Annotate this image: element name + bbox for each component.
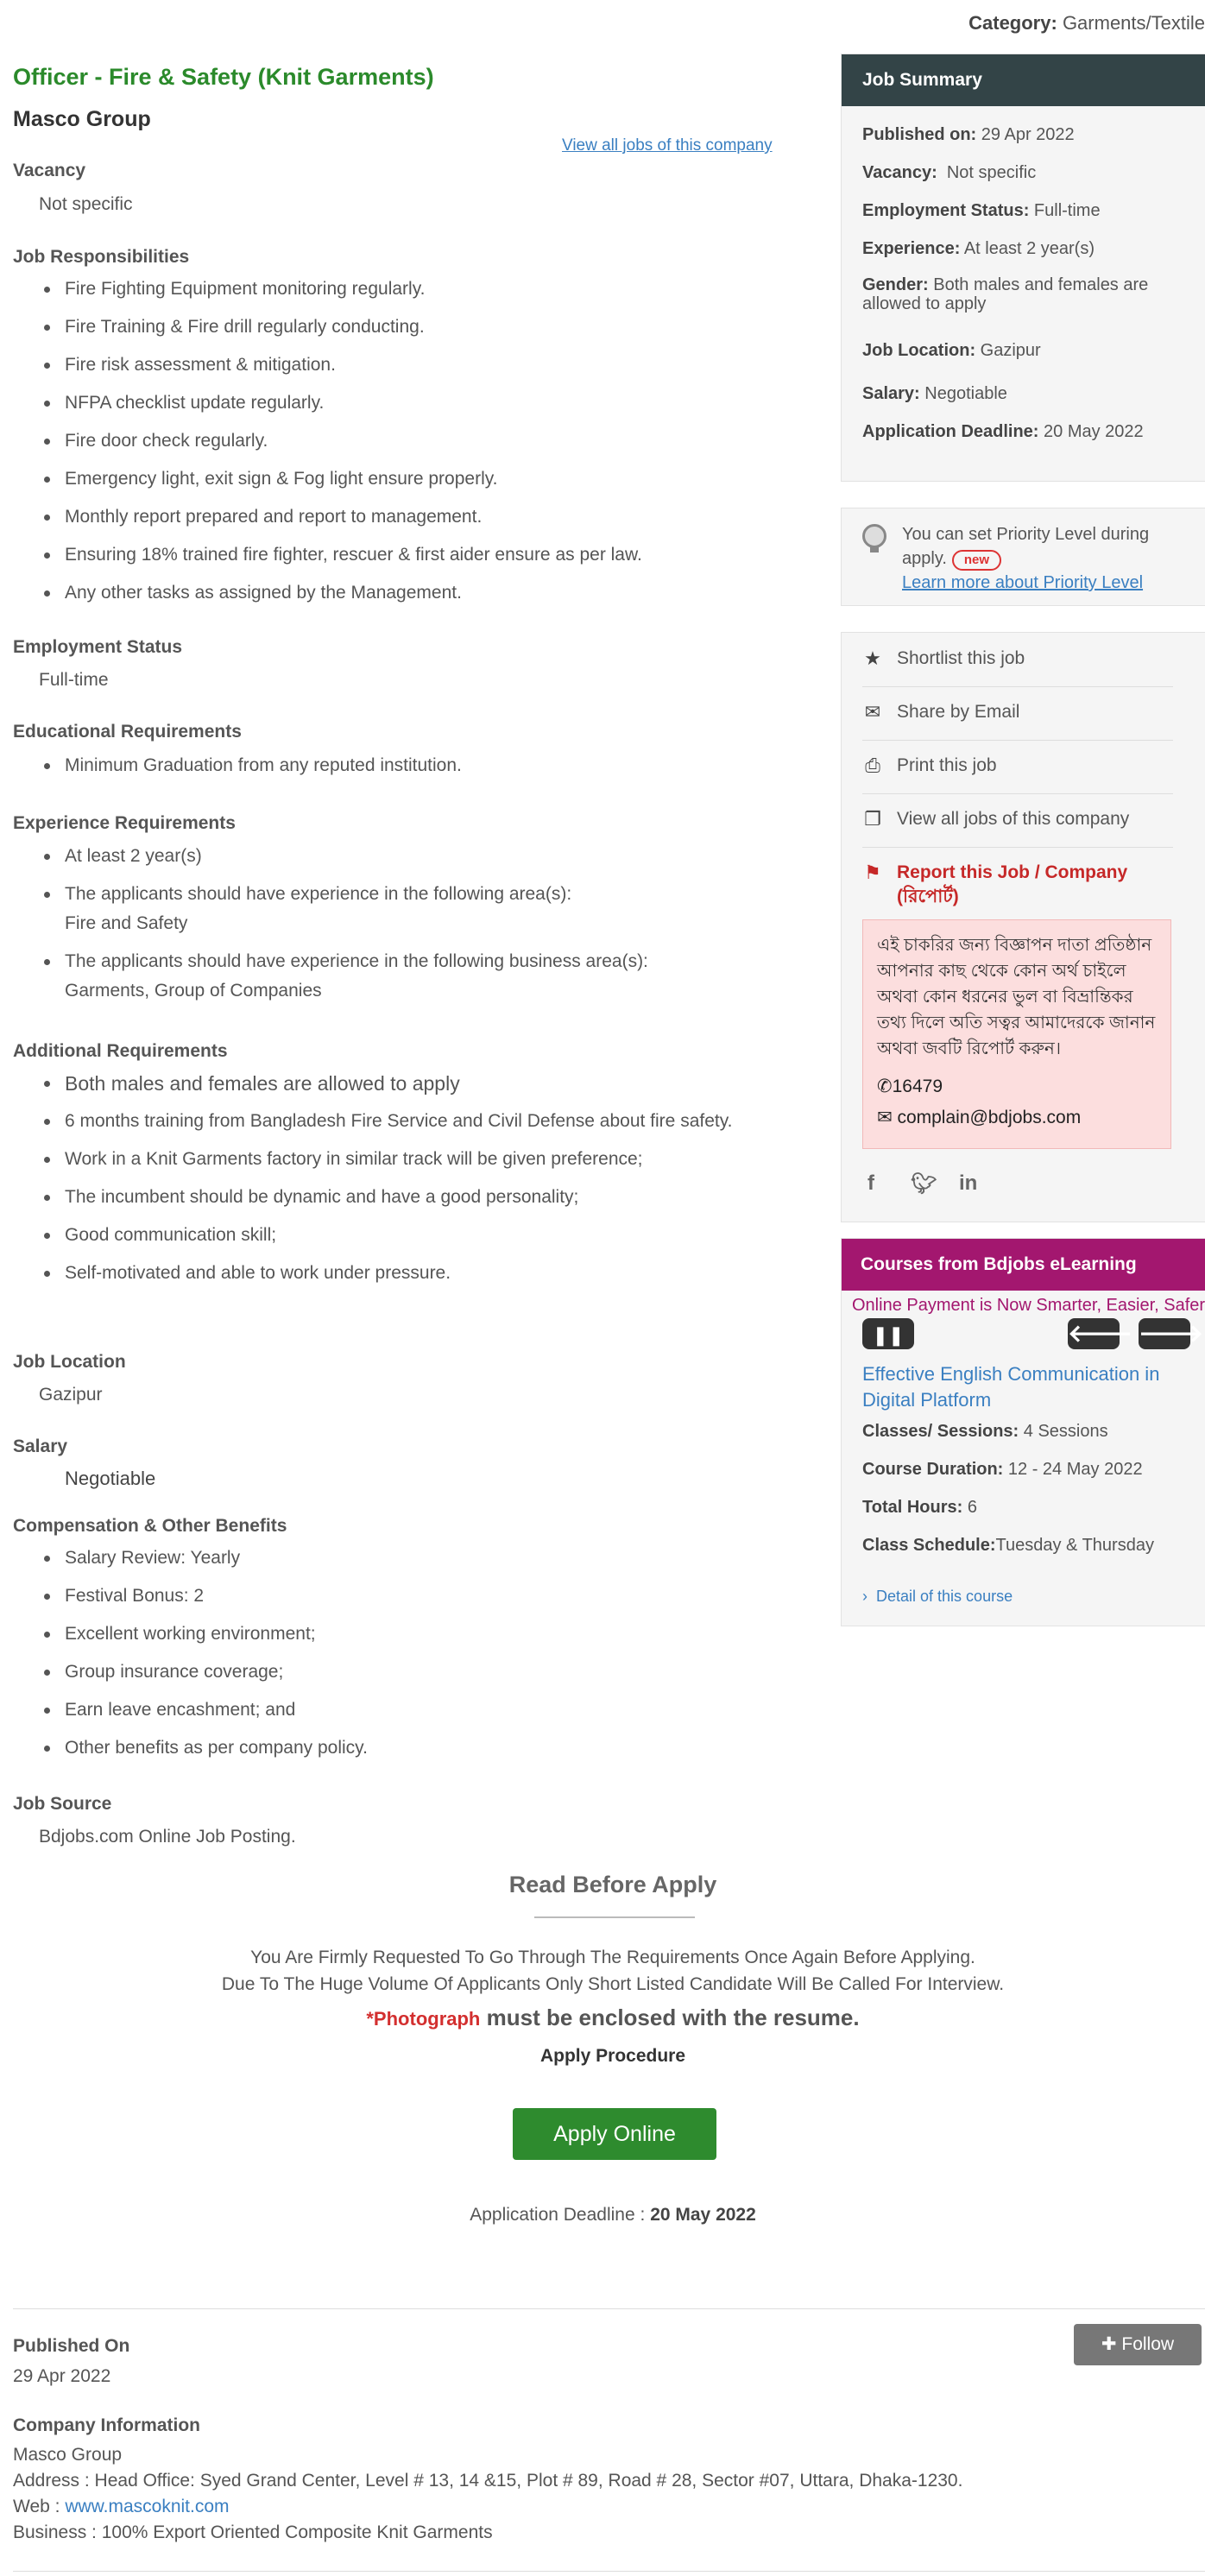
- benefits-heading: Compensation & Other Benefits: [13, 1516, 287, 1536]
- divider: [13, 2571, 1205, 2572]
- list-item: The applicants should have experience in the following area(s): Fire and Safety: [65, 880, 738, 938]
- course-title-link[interactable]: Effective English Communication in Digital Platform: [862, 1363, 1160, 1411]
- summary-experience: Experience: At least 2 year(s): [862, 239, 1095, 258]
- job-actions-panel: [841, 632, 1205, 1222]
- list-item: Any other tasks as assigned by the Management.: [65, 578, 738, 608]
- share-email-button[interactable]: ✉ Share by Email: [862, 688, 1173, 741]
- responsibilities-heading: Job Responsibilities: [13, 247, 190, 267]
- complain-email[interactable]: ✉ complain@bdjobs.com: [877, 1108, 1082, 1127]
- course-schedule: Class Schedule:Tuesday & Thursday: [862, 1536, 1154, 1555]
- course-hours: Total Hours: 6: [862, 1498, 977, 1517]
- twitter-icon[interactable]: 🐦︎: [911, 1172, 937, 1196]
- company-web-link[interactable]: www.mascoknit.com: [65, 2497, 230, 2516]
- list-item: NFPA checklist update regularly.: [65, 388, 738, 418]
- chevron-right-icon: ›: [862, 1588, 867, 1605]
- list-item: Excellent working environment;: [65, 1619, 738, 1649]
- facebook-icon[interactable]: f: [867, 1171, 874, 1195]
- linkedin-icon[interactable]: in: [959, 1171, 978, 1195]
- next-button[interactable]: [1139, 1318, 1204, 1349]
- employment-status-value: Full-time: [39, 670, 109, 690]
- divider: [13, 2308, 1205, 2309]
- list-item: Fire Training & Fire drill regularly conducting.: [65, 313, 738, 342]
- employment-status-heading: Employment Status: [13, 637, 183, 657]
- category-label: Category: Garments/Textile: [968, 12, 1205, 34]
- copy-icon: ❐: [864, 808, 881, 830]
- list-item: Ensuring 18% trained fire fighter, rescuer & first aider ensure as per law.: [65, 540, 738, 570]
- summary-published: Published on: 29 Apr 2022: [862, 125, 1075, 144]
- hotline-phone: ✆16479: [877, 1076, 943, 1096]
- experience-heading: Experience Requirements: [13, 813, 236, 833]
- read-before-apply-heading: Read Before Apply: [508, 1872, 717, 1897]
- company-info-heading: Company Information: [13, 2415, 201, 2435]
- lightbulb-icon: [862, 524, 886, 548]
- benefits-list: [65, 1544, 738, 1771]
- report-job-button[interactable]: ⚑ Report this Job / Company (রিপোর্ট): [862, 849, 1173, 914]
- list-item: Fire risk assessment & mitigation.: [65, 350, 738, 380]
- apply-procedure-heading: Apply Procedure: [539, 2046, 686, 2066]
- location-value: Gazipur: [39, 1385, 103, 1405]
- education-heading: Educational Requirements: [13, 722, 242, 742]
- salary-value: Negotiable: [65, 1468, 156, 1489]
- fraud-warning-box: [862, 919, 1171, 1149]
- previous-button[interactable]: [1068, 1318, 1133, 1349]
- salary-heading: Salary: [13, 1436, 68, 1456]
- divider: [534, 1916, 695, 1918]
- job-summary-heading: Job Summary: [842, 54, 1205, 106]
- shortlist-button[interactable]: ★ Shortlist this job: [862, 635, 1173, 687]
- list-item: Both males and females are allowed to apply: [65, 1069, 738, 1098]
- list-item: Good communication skill;: [65, 1221, 738, 1250]
- view-all-jobs-link[interactable]: View all jobs of this company: [562, 136, 773, 155]
- list-item: Emergency light, exit sign & Fog light ensure properly.: [65, 464, 738, 494]
- printer-icon: ⎙: [865, 754, 880, 776]
- list-item: Self-motivated and able to work under pressure.: [65, 1259, 738, 1288]
- list-item: Minimum Graduation from any reputed institution.: [65, 751, 738, 780]
- list-item: 6 months training from Bangladesh Fire Service and Civil Defense about fire safety.: [65, 1107, 738, 1136]
- list-item: Fire Fighting Equipment monitoring regularly.: [65, 275, 738, 304]
- list-item: Monthly report prepared and report to management.: [65, 502, 738, 532]
- photograph-note: *Photograph must be enclosed with the resume.: [366, 2005, 860, 2030]
- summary-deadline: Application Deadline: 20 May 2022: [862, 422, 1144, 441]
- published-on-heading: Published On: [13, 2336, 130, 2356]
- location-heading: Job Location: [13, 1352, 126, 1372]
- summary-employment-status: Employment Status: Full-time: [862, 201, 1101, 220]
- application-deadline: Application Deadline : 20 May 2022: [470, 2205, 756, 2225]
- pause-icon: ❚❚: [872, 1324, 905, 1346]
- source-value: Bdjobs.com Online Job Posting.: [39, 1827, 296, 1847]
- priority-panel: [841, 508, 1205, 606]
- company-info-name: Masco Group: [13, 2445, 123, 2465]
- star-icon: ★: [864, 647, 881, 669]
- envelope-icon: ✉: [864, 701, 881, 723]
- list-item: The incumbent should be dynamic and have a good personality;: [65, 1183, 738, 1212]
- source-heading: Job Source: [13, 1794, 112, 1814]
- apply-online-button[interactable]: Apply Online: [513, 2108, 716, 2160]
- list-item: Fire door check regularly.: [65, 426, 738, 456]
- priority-learn-more-link[interactable]: Learn more about Priority Level: [902, 573, 1144, 592]
- apply-note-1: You Are Firmly Requested To Go Through The Requirements Once Again Before Applying.: [250, 1948, 975, 1967]
- summary-location: Job Location: Gazipur: [862, 341, 1041, 360]
- course-detail-link[interactable]: › Detail of this course: [862, 1588, 1013, 1605]
- list-item: Salary Review: Yearly: [65, 1544, 738, 1573]
- vacancy-heading: Vacancy: [13, 161, 86, 180]
- warning-text: এই চাকরির জন্য বিজ্ঞাপন দাতা প্রতিষ্ঠান আপনার কাছ থেকে কোন অর্থ চাইলে অথবা কোন ধরনের ভুল বা বিভ্রান্তিকর তথ্য দিলে অতি সত্বর আমাদেরকে জানান অথবা জবটি রিপোর্ট করুন।: [877, 936, 1156, 1058]
- arrow-left-icon: 🡐: [1068, 1320, 1133, 1347]
- additional-heading: Additional Requirements: [13, 1041, 228, 1061]
- pause-button[interactable]: [862, 1318, 914, 1349]
- phone-icon: ✆: [877, 1076, 893, 1096]
- experience-list: [65, 842, 738, 1014]
- company-web: Web : www.mascoknit.com: [13, 2497, 230, 2516]
- courses-panel: [841, 1238, 1205, 1626]
- follow-button[interactable]: ✚ Follow: [1074, 2324, 1202, 2365]
- job-summary-panel: [841, 54, 1205, 482]
- list-item: At least 2 year(s): [65, 842, 738, 871]
- additional-list: [65, 1069, 738, 1297]
- company-name: Masco Group: [13, 107, 151, 131]
- apply-note-2: Due To The Huge Volume Of Applicants Only Short Listed Candidate Will Be Called For Interview.: [221, 1974, 1005, 1994]
- education-list: [65, 751, 738, 789]
- list-item: Work in a Knit Garments factory in similar track will be given preference;: [65, 1145, 738, 1174]
- summary-gender: Gender: Both males and females are allowed to apply: [862, 275, 1149, 313]
- company-address: Address : Head Office: Syed Grand Center, Level # 13, 14 &15, Plot # 89, Road # 28, Sector #07, Uttara, Dhaka-1230.: [13, 2471, 963, 2491]
- responsibilities-list: [65, 275, 738, 616]
- plus-icon: ✚: [1101, 2334, 1117, 2354]
- flag-icon: ⚑: [864, 862, 881, 883]
- summary-salary: Salary: Negotiable: [862, 384, 1007, 403]
- summary-vacancy: Vacancy: Not specific: [862, 163, 1037, 182]
- view-all-jobs-button[interactable]: ❐ View all jobs of this company: [862, 795, 1173, 848]
- priority-text: You can set Priority Level during apply. new Learn more about Priority Level: [902, 525, 1150, 592]
- list-item: Group insurance coverage;: [65, 1657, 738, 1687]
- list-item: Earn leave encashment; and: [65, 1695, 738, 1725]
- list-item: Other benefits as per company policy.: [65, 1733, 738, 1763]
- published-on-value: 29 Apr 2022: [13, 2366, 111, 2386]
- vacancy-value: Not specific: [39, 194, 133, 214]
- courses-heading: Courses from Bdjobs eLearning: [842, 1239, 1205, 1291]
- course-sessions: Classes/ Sessions: 4 Sessions: [862, 1422, 1108, 1441]
- company-business: Business : 100% Export Oriented Composite Knit Garments: [13, 2522, 493, 2542]
- course-duration: Course Duration: 12 - 24 May 2022: [862, 1460, 1143, 1479]
- job-title: Officer - Fire & Safety (Knit Garments): [13, 64, 434, 90]
- courses-marquee: Online Payment is Now Smarter, Easier, Safer: [852, 1296, 1205, 1315]
- arrow-right-icon: 🡒: [1139, 1320, 1204, 1347]
- envelope-icon: ✉: [877, 1108, 893, 1127]
- list-item: Festival Bonus: 2: [65, 1582, 738, 1611]
- print-button[interactable]: ⎙ Print this job: [862, 742, 1173, 794]
- new-badge: new: [952, 550, 1001, 571]
- list-item: The applicants should have experience in the following business area(s): Garments, Group of Companies: [65, 947, 738, 1006]
